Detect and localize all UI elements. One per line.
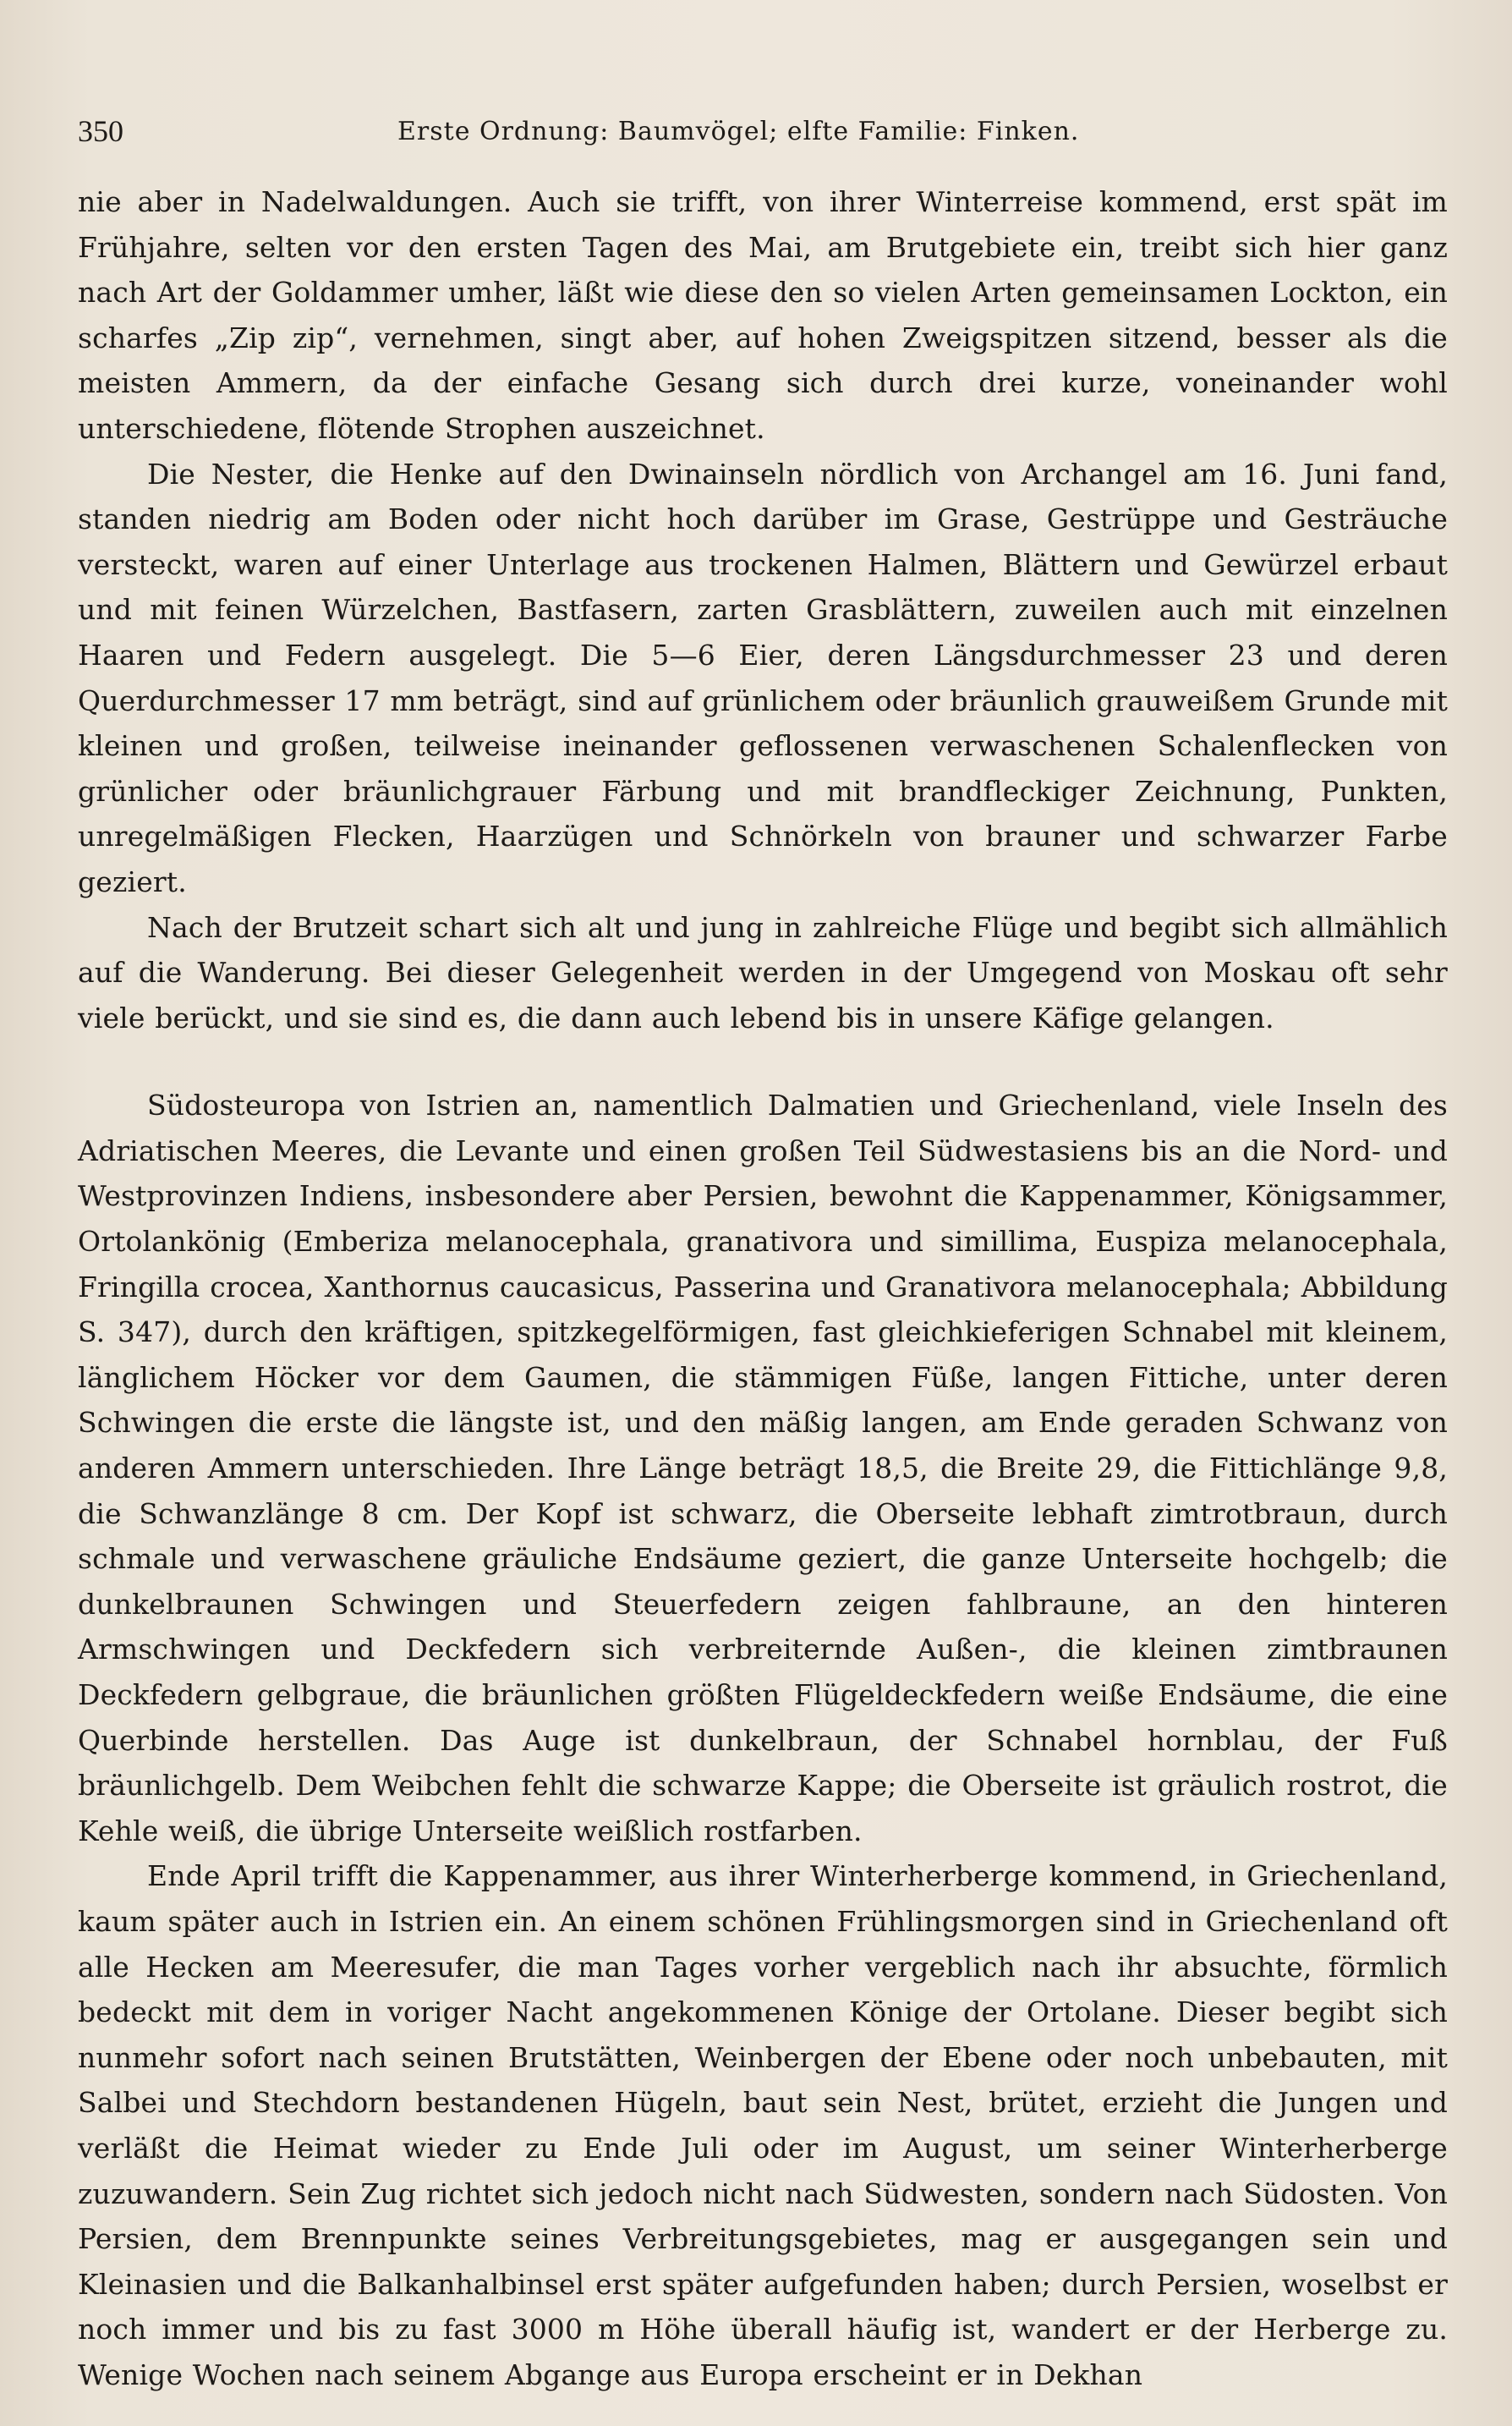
paragraph-continuation: nie aber in Nadelwaldungen. Auch sie trifft, von ihrer Winterreise kommend, erst spät im Frühjahre, selten vor den ersten Tagen des Mai, am Brutgebiete ein, treibt sich hier ganz nach Art der Goldammer umher, läßt wie diese den so vielen Arten gemeinsamen Lockton, ein scharfes „Zip zip“, vernehmen, singt aber, auf hohen Zweigspitzen sitzend, besser als die meisten Ammern, da der einfache Gesang sich durch drei kurze, voneinander wohl unterschiedene, flötende Strophen auszeichnet. <box>78 185 1448 445</box>
paragraph-kappenammer-arrival: Ende April trifft die Kappenammer, aus ihrer Winterherberge kommend, in Griechenland, kaum später auch in Istrien ein. An einem schönen Frühlingsmorgen sind in Griechenland oft alle Hecken am Meeresufer, die man Tages vorher vergeblich nach ihr absuchte, förmlich bedeckt mit dem in voriger Nacht angekommenen Könige der Ortolane. Dieser begibt sich nunmehr sofort nach seinen Brutstätten, Weinbergen der Ebene oder noch unbebauten, mit Salbei und Stechdorn bestandenen Hügeln, baut sein Nest, brütet, erzieht die Jungen und verläßt die Heimat wieder zu Ende Juli oder im August, um seiner Winterherberge zuzuwandern. Sein Zug richtet sich jedoch nicht nach Südwesten, sondern nach Südosten. Von Persien, dem Brennpunkte seines Verbreitungsgebietes, mag er ausgegangen sein und Kleinasien und die Balkanhalbinsel erst später aufgefunden haben; durch Persien, woselbst er noch immer und bis zu fast 3000 m Höhe überall häufig ist, wandert er der Herberge zu. Wenige Wochen nach seinem Abgange aus Europa erscheint er in Dekhan <box>78 1859 1448 2391</box>
paragraph-kappenammer-description: Südosteuropa von Istrien an, namentlich Dalmatien und Griechenland, viele Inseln des Adriatischen Meeres, die Levante und einen großen Teil Südwestasiens bis an die Nord- und Westprovinzen Indiens, insbesondere aber Persien, bewohnt die Kappenammer, Königsammer, Ortolankönig (Emberiza melanocephala, granativora und simillima, Euspiza melanocephala, Fringilla crocea, Xanthornus caucasicus, Passerina und Granativora melanocephala; Abbildung S. 347), durch den kräftigen, spitzkegelförmigen, fast gleichkieferigen Schnabel mit kleinem, länglichem Höcker vor dem Gaumen, die stämmigen Füße, langen Fittiche, unter deren Schwingen die erste die längste ist, und den mäßig langen, am Ende geraden Schwanz von anderen Ammern unterschieden. Ihre Länge beträgt 18,5, die Breite 29, die Fittichlänge 9,8, die Schwanzlänge 8 cm. Der Kopf ist schwarz, die Oberseite lebhaft zimtrotbraun, durch schmale und verwaschene gräuliche Endsäume geziert, die ganze Unterseite hochgelb; die dunkelbraunen Schwingen und Steuerfedern zeigen fahlbraune, an den hinteren Armschwingen und Deckfedern sich verbreiternde Außen-, die kleinen zimtbraunen Deckfedern gelbgraue, die bräunlichen größten Flügeldeckfedern weiße Endsäume, die eine Querbinde herstellen. Das Auge ist dunkelbraun, der Schnabel hornblau, der Fuß bräunlichgelb. Dem Weibchen fehlt die schwarze Kappe; die Oberseite ist gräulich rostrot, die Kehle weiß, die übrige Unterseite weißlich rostfarben. <box>78 1089 1448 1847</box>
page-header <box>78 108 1448 159</box>
paragraph-migration: Nach der Brutzeit schart sich alt und jung in zahlreiche Flüge und begibt sich allmählich auf die Wanderung. Bei dieser Gelegenheit werden in der Umgegend von Moskau oft sehr viele berückt, und sie sind es, die dann auch lebend bis in unsere Käfige gelangen. <box>78 910 1448 1035</box>
section-gap <box>78 1040 1448 1083</box>
page-number: 350 <box>78 114 123 148</box>
paragraph-nests: Die Nester, die Henke auf den Dwinainseln nördlich von Archangel am 16. Juni fand, standen niedrig am Boden oder nicht hoch darüber im Grase, Gestrüppe und Gesträuche versteckt, waren auf einer Unterlage aus trockenen Halmen, Blättern und Gewürzel erbaut und mit feinen Würzelchen, Bastfasern, zarten Grasblättern, zuweilen auch mit einzelnen Haaren und Federn ausgelegt. Die 5—6 Eier, deren Längsdurchmesser 23 und deren Querdurchmesser 17 mm beträgt, sind auf grünlichem oder bräunlich grauweißem Grunde mit kleinen und großen, teilweise ineinander geflossenen verwaschenen Schalenflecken von grünlicher oder bräunlichgrauer Färbung und mit brandfleckiger Zeichnung, Punkten, unregelmäßigen Flecken, Haarzügen und Schnörkeln von brauner und schwarzer Farbe geziert. <box>78 457 1448 898</box>
page-body <box>78 179 1448 2398</box>
running-head: Erste Ordnung: Baumvögel; elfte Familie: Finken. <box>397 117 1080 146</box>
